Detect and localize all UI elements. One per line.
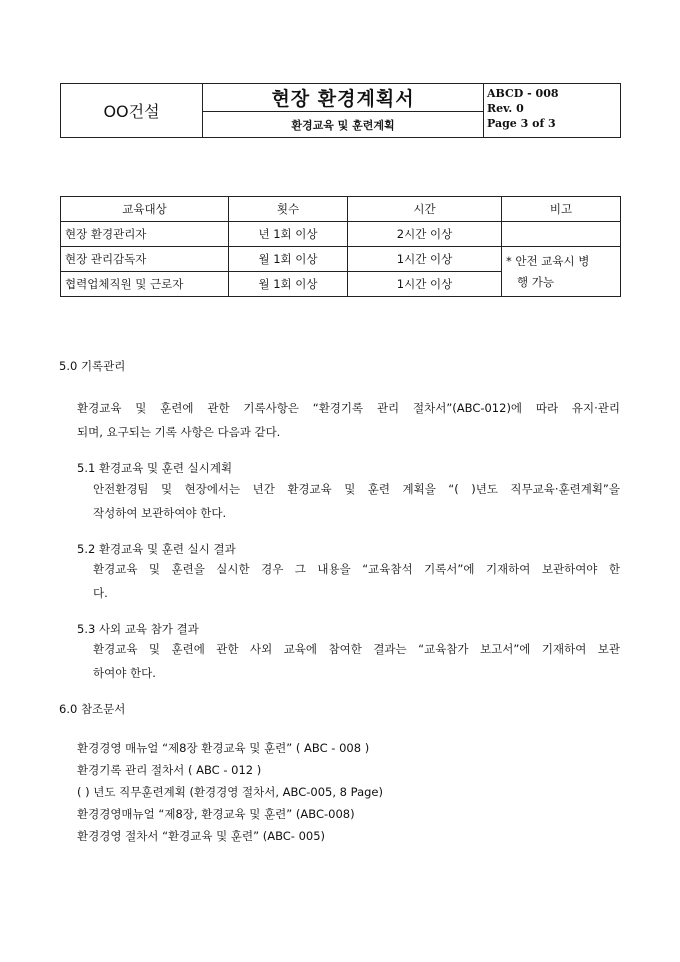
paragraph-line: 안전환경팀 및 현장에서는 년간 환경교육 및 훈련 계획을 “( )년도 직무교육·훈련계획”을 <box>93 482 620 496</box>
time-cell: 1시간 이상 <box>348 272 502 297</box>
target-cell: 협력업체직원 및 근로자 <box>61 272 229 297</box>
remark-line: 행 가능 <box>517 274 554 289</box>
time-cell: 1시간 이상 <box>348 247 502 272</box>
reference-item: 환경경영 매뉴얼 “제8장 환경교육 및 훈련” ( ABC - 008 ) <box>77 741 370 755</box>
revision: Rev. 0 <box>487 102 524 115</box>
paragraph-line: 환경교육 및 훈련에 관한 사외 교육에 참여한 결과는 “교육참가 보고서”에 기재하여 보관 <box>93 642 620 656</box>
section-5-intro <box>77 396 620 444</box>
column-header: 비고 <box>502 197 621 222</box>
table-row <box>61 247 621 272</box>
reference-item: ( ) 년도 직무훈련계획 (환경경영 절차서, ABC-005, 8 Page) <box>77 785 383 799</box>
frequency-cell: 월 1회 이상 <box>229 247 348 272</box>
paragraph-line: 되며, 요구되는 기록 사항은 다음과 같다. <box>77 425 281 439</box>
section-5-3-heading: 5.3 사외 교육 참가 결과 <box>77 622 199 636</box>
section-5-2-body <box>93 557 620 605</box>
education-schedule-table <box>60 196 621 297</box>
section-5-3-body <box>93 637 620 685</box>
paragraph-line: 환경교육 및 훈련을 실시한 경우 그 내용을 “교육참석 기록서”에 기재하여 보관하여야 한 <box>93 562 620 576</box>
remark-line: * 안전 교육시 병 <box>506 253 590 268</box>
section-6-heading: 6.0 참조문서 <box>59 702 126 716</box>
target-cell: 현장 관리감독자 <box>61 247 229 272</box>
page-number: Page 3 of 3 <box>487 117 556 130</box>
time-cell: 2시간 이상 <box>348 222 502 247</box>
company-name: OO건설 <box>61 84 203 138</box>
target-cell: 현장 환경관리자 <box>61 222 229 247</box>
section-5-1-heading: 5.1 환경교육 및 훈련 실시계획 <box>77 461 233 475</box>
frequency-cell: 월 1회 이상 <box>229 272 348 297</box>
reference-item: 환경경영 절차서 “환경교육 및 훈련” (ABC- 005) <box>77 829 326 843</box>
paragraph-line: 환경교육 및 훈련에 관한 기록사항은 “환경기록 관리 절차서”(ABC-012)에 따라 유지·관리 <box>77 401 620 415</box>
section-5-heading: 5.0 기록관리 <box>59 359 126 373</box>
paragraph-line: 다. <box>93 586 108 600</box>
remark-cell <box>502 222 621 247</box>
column-header: 교육대상 <box>61 197 229 222</box>
doc-number: ABCD - 008 <box>487 87 559 100</box>
column-header: 횟수 <box>229 197 348 222</box>
document-title: 현장 환경계획서 <box>203 84 484 112</box>
remark-note <box>502 247 621 297</box>
document-header <box>60 83 621 138</box>
section-5-2-heading: 5.2 환경교육 및 훈련 실시 결과 <box>77 542 236 556</box>
column-header: 시간 <box>348 197 502 222</box>
section-5-1-body <box>93 477 620 525</box>
paragraph-line: 하여야 한다. <box>93 666 156 680</box>
document-subtitle: 환경교육 및 훈련계획 <box>203 112 484 138</box>
reference-item: 환경기록 관리 절차서 ( ABC - 012 ) <box>77 763 262 777</box>
frequency-cell: 년 1회 이상 <box>229 222 348 247</box>
table-row <box>61 222 621 247</box>
document-meta <box>484 84 621 138</box>
paragraph-line: 작성하여 보관하여야 한다. <box>93 506 227 520</box>
table-header-row <box>61 197 621 222</box>
reference-item: 환경경영매뉴얼 “제8장, 환경교육 및 훈련” (ABC-008) <box>77 807 355 821</box>
